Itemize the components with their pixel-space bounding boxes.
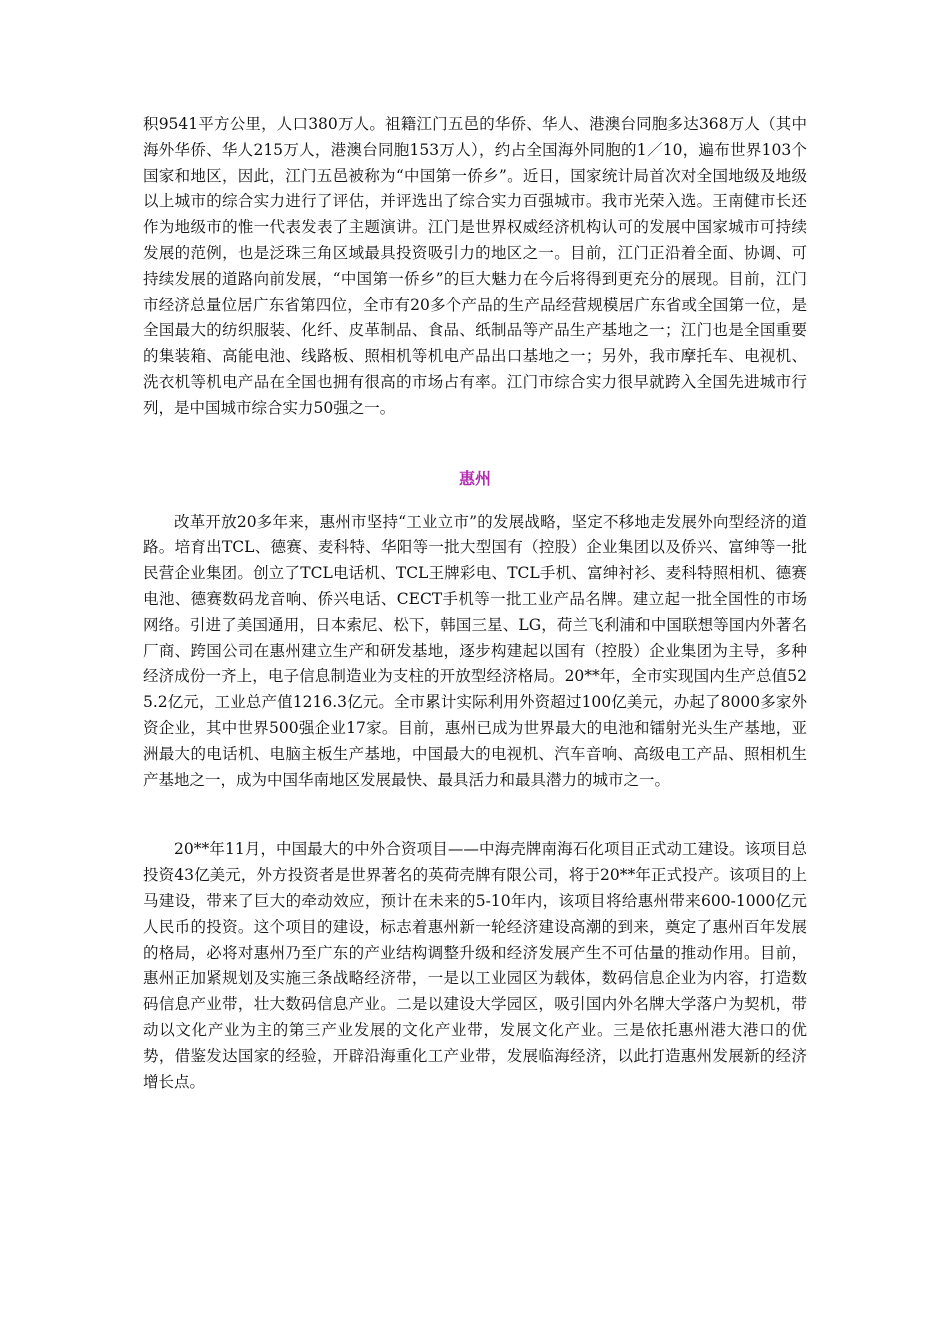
- spacer: [143, 492, 807, 510]
- section-paragraph-1: 改革开放20多年来，惠州市坚持“工业立市”的发展战略，坚定不移地走发展外向型经济的道路。培育出TCL、德赛、麦科特、华阳等一批大型国有（控股）企业集团以及侨兴、富绅等一批民营企业集团。创立了TCL电话机、TCL王牌彩电、TCL手机、富绅衬衫、麦科特照相机、德赛电池、德赛数码龙音响、侨兴电话、CECT手机等一批工业产品名牌。建立起一批全国性的市场网络。引进了美国通用，日本索尼、松下，韩国三星、LG，荷兰飞利浦和中国联想等国内外著名厂商、跨国公司在惠州建立生产和研发基地，逐步构建起以国有（控股）企业集团为主导，多种经济成份一齐上，电子信息制造业为支柱的开放型经济格局。20**年，全市实现国内生产总值525.2亿元，工业总产值1216.3亿元。全市累计实际利用外资超过100亿美元，办起了8000多家外资企业，其中世界500强企业17家。目前，惠州已成为世界最大的电池和镭射光头生产基地，亚洲最大的电话机、电脑主板生产基地，中国最大的电视机、汽车音响、高级电工产品、照相机生产基地之一，成为中国华南地区发展最快、最具活力和最具潜力的城市之一。: [143, 512, 807, 789]
- spacer: [143, 422, 807, 466]
- document-page: [143, 112, 807, 1095]
- section-heading: 惠州: [458, 468, 491, 488]
- spacer: [143, 793, 807, 837]
- intro-paragraph: 积9541平方公里，人口380万人。祖籍江门五邑的华侨、华人、港澳台同胞多达368万人（其中海外华侨、华人215万人，港澳台同胞153万人），约占全国海外同胞的1／10，遍布世界103个国家和地区，因此，江门五邑被称为“中国第一侨乡”。近日，国家统计局首次对全国地级及地级以上城市的综合实力进行了评估，并评选出了综合实力百强城市。我市光荣入选。王南健市长还作为地级市的惟一代表发表了主题演讲。江门是世界权威经济机构认可的发展中国家城市可持续发展的范例，也是泛珠三角区域最具投资吸引力的地区之一。目前，江门正沿着全面、协调、可持续发展的道路向前发展，“中国第一侨乡”的巨大魅力在今后将得到更充分的展现。目前，江门市经济总量位居广东省第四位，全市有20多个产品的生产品经营规模居广东省或全国第一位，是全国最大的纺织服装、化纤、皮革制品、食品、纸制品等产品生产基地之一；江门也是全国重要的集装箱、高能电池、线路板、照相机等机电产品出口基地之一；另外，我市摩托车、电视机、洗衣机等机电产品在全国也拥有很高的市场占有率。江门市综合实力很早就跨入全国先进城市行列，是中国城市综合实力50强之一。: [143, 115, 807, 417]
- section-paragraph-2: 20**年11月，中国最大的中外合资项目——中海壳牌南海石化项目正式动工建设。该项目总投资43亿美元，外方投资者是世界著名的英荷壳牌有限公司，将于20**年正式投产。该项目的上马建设，带来了巨大的牵动效应，预计在未来的5-10年内，该项目将给惠州带来600-1000亿元人民币的投资。这个项目的建设，标志着惠州新一轮经济建设高潮的到来，奠定了惠州百年发展的格局，必将对惠州乃至广东的产业结构调整升级和经济发展产生不可估量的推动作用。目前，惠州正加紧规划及实施三条战略经济带，一是以工业园区为载体，数码信息企业为内容，打造数码信息产业带，壮大数码信息产业。二是以建设大学园区，吸引国内外名牌大学落户为契机，带动以文化产业为主的第三产业发展的文化产业带，发展文化产业。三是依托惠州港大港口的优势，借鉴发达国家的经验，开辟沿海重化工产业带，发展临海经济，以此打造惠州发展新的经济增长点。: [143, 840, 807, 1091]
